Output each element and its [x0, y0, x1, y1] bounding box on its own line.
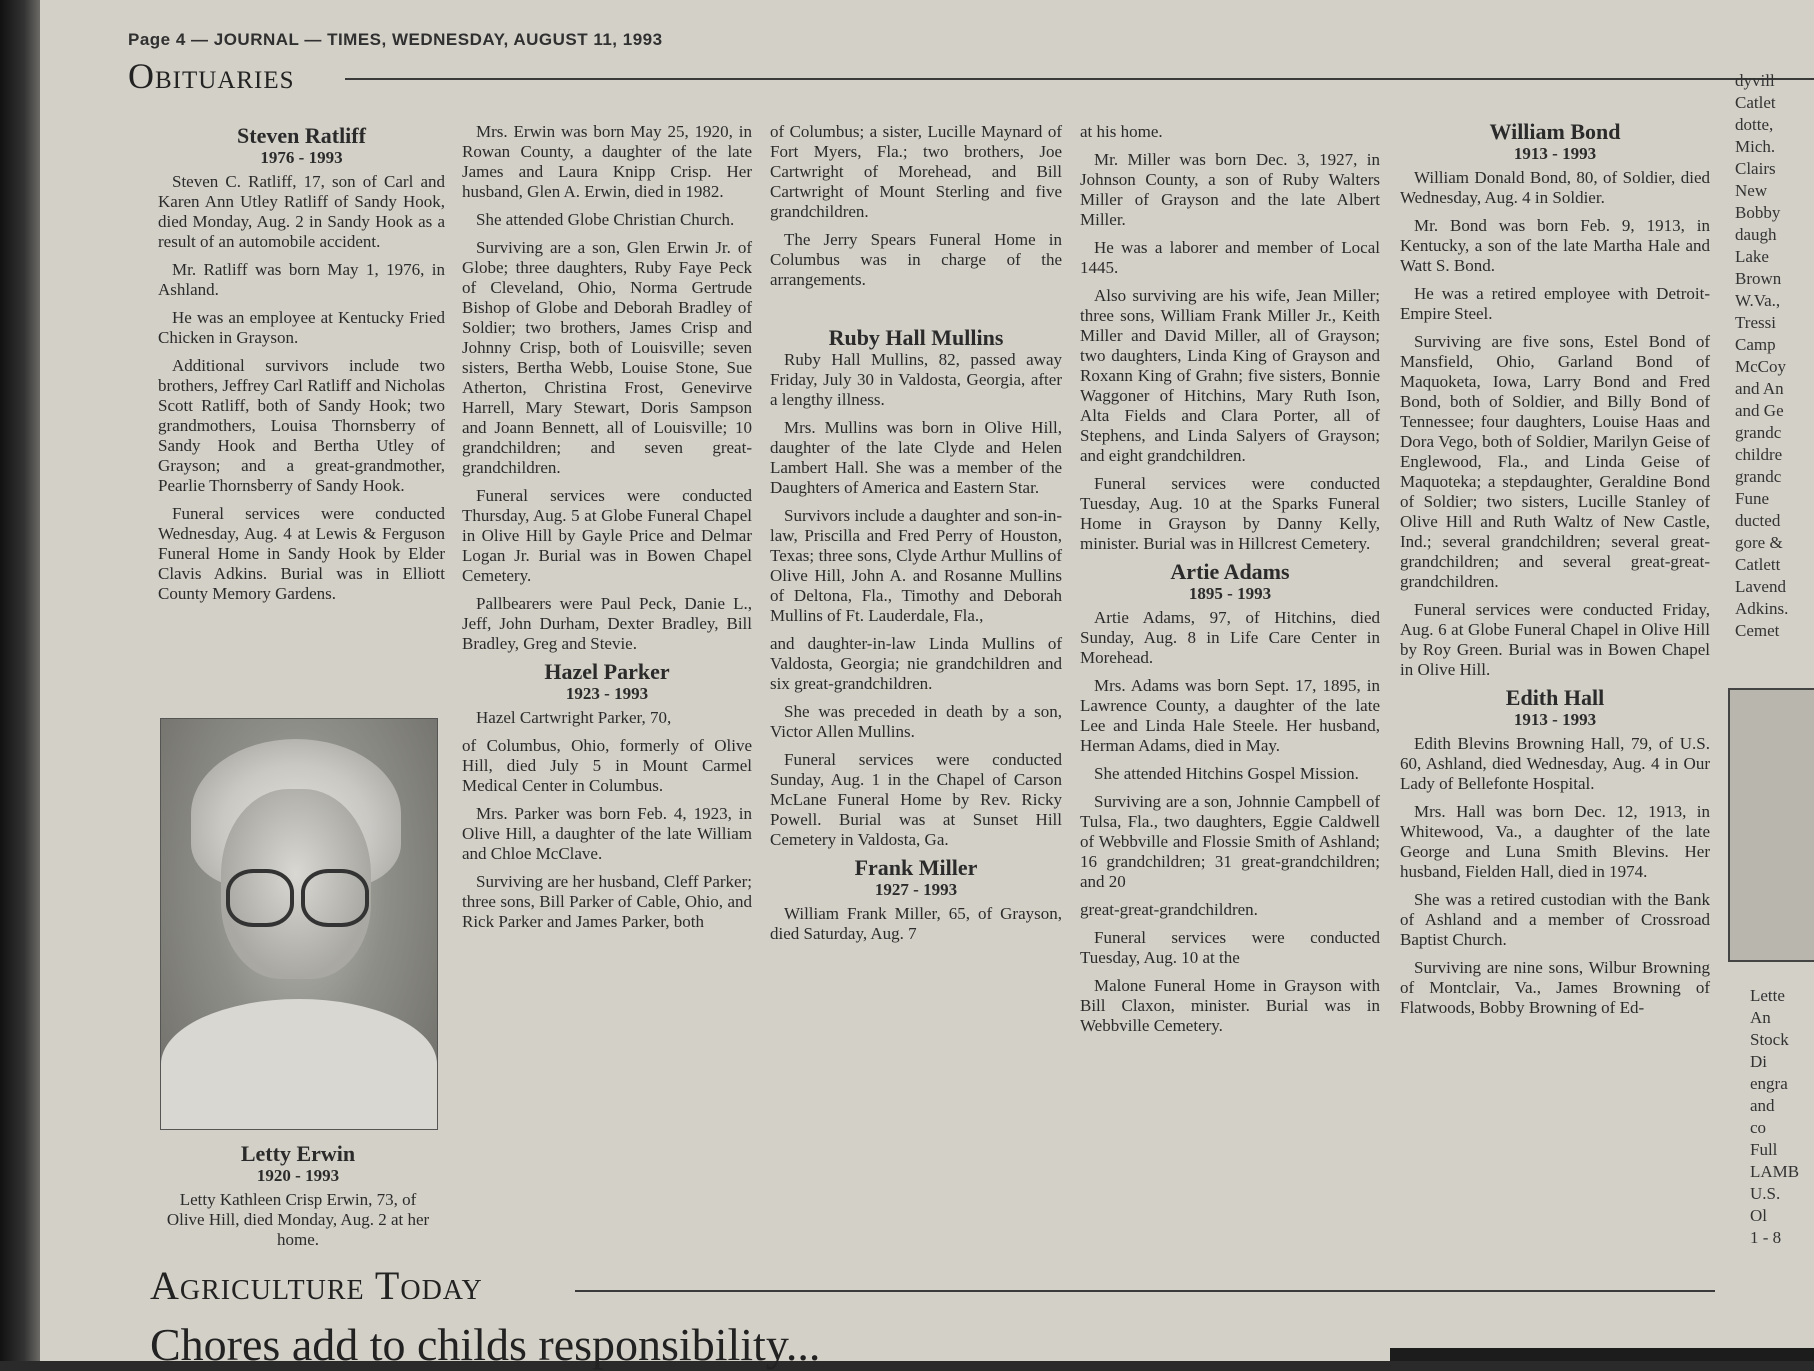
cut-line: dotte,: [1735, 115, 1774, 134]
paragraph: Funeral services were conducted Wednesday, Aug. 4 at Lewis & Ferguson Funeral Home in Sandy Hook by Elder Clavis Adkins. Burial was in Elliott County Memory Gardens.: [158, 504, 445, 603]
obituary-column-2: [462, 122, 752, 940]
obituary-name: Frank Miller: [854, 855, 978, 880]
paragraph: at his home.: [1080, 122, 1163, 141]
obituary-steven-ratliff: [158, 122, 445, 612]
paragraph: Funeral services were conducted Thursday, Aug. 5 at Globe Funeral Chapel in Olive Hill by Gayle Price and Delmar Logan Jr. Burial was in Bowen Chapel Cemetery.: [462, 486, 752, 585]
cut-off-ad: [1750, 985, 1814, 1249]
obituary-years: 1927 - 1993: [874, 880, 958, 899]
paragraph: Survivors include a daughter and son-in-law, Priscilla and Fred Perry of Houston, Texas; three sons, Clyde Arthur Mullins of Olive Hill, John A. and Rosanne Mullins of Deltona, Fla., Timothy and Deborah Mullins of Ft. Lauderdale, Fla.,: [770, 506, 1062, 625]
cut-line: childre: [1735, 445, 1783, 464]
paragraph: Surviving are her husband, Cleff Parker; three sons, Bill Parker of Cable, Ohio, and Rick Parker and James Parker, both: [462, 872, 752, 931]
obituary-name: Ruby Hall Mullins: [828, 325, 1004, 350]
paragraph: She attended Globe Christian Church.: [476, 210, 735, 229]
cut-line: Stock: [1750, 1030, 1789, 1049]
cut-line: and An: [1735, 379, 1784, 398]
paragraph: She was preceded in death by a son, Victor Allen Mullins.: [770, 702, 1062, 741]
paragraph: Artie Adams, 97, of Hitchins, died Sunday, Aug. 8 in Life Care Center in Morehead.: [1080, 608, 1380, 667]
cut-line: gore &: [1735, 533, 1783, 552]
cut-line: An: [1750, 1008, 1771, 1027]
obituary-name: Edith Hall: [1505, 685, 1605, 710]
cut-line: Catlett: [1735, 555, 1781, 574]
paragraph: Malone Funeral Home in Grayson with Bill Claxon, minister. Burial was in Webbville Cemetery.: [1080, 976, 1380, 1035]
photo-glasses-left: [226, 869, 294, 927]
page-folio: Page 4 — JOURNAL — TIMES, WEDNESDAY, AUGUST 11, 1993: [128, 30, 663, 49]
obituary-name: Hazel Parker: [544, 659, 670, 684]
footer-section-title: Agriculture Today: [150, 1263, 483, 1308]
paragraph: William Donald Bond, 80, of Soldier, died Wednesday, Aug. 4 in Soldier.: [1400, 168, 1710, 207]
footer-headline: Chores add to childs responsibility...: [150, 1319, 821, 1370]
cut-line: grandc: [1735, 423, 1782, 442]
cut-line: Lavend: [1735, 577, 1786, 596]
cut-line: U.S.: [1750, 1184, 1781, 1203]
section-title: Obituaries: [128, 56, 295, 96]
cut-line: Fune: [1735, 489, 1769, 508]
cut-line: Clairs: [1735, 159, 1776, 178]
cut-line: ducted: [1735, 511, 1781, 530]
paragraph: Steven C. Ratliff, 17, son of Carl and Karen Ann Utley Ratliff of Sandy Hook, died Monday, Aug. 2 in Sandy Hook as a result of an automobile accident.: [158, 172, 445, 251]
paragraph: Surviving are nine sons, Wilbur Browning of Montclair, Va., James Browning of Flatwoods, Bobby Browning of Ed-: [1400, 958, 1710, 1017]
paragraph: Mr. Ratliff was born May 1, 1976, in Ashland.: [158, 260, 445, 299]
paragraph: The Jerry Spears Funeral Home in Columbus was in charge of the arrangements.: [770, 230, 1062, 289]
cut-line: Bobby: [1735, 203, 1781, 222]
cut-line: grandc: [1735, 467, 1782, 486]
paragraph: William Frank Miller, 65, of Grayson, died Saturday, Aug. 7: [770, 904, 1062, 943]
cut-line: Di: [1750, 1052, 1767, 1071]
obituary-years: 1920 - 1993: [256, 1166, 340, 1185]
paragraph: She attended Hitchins Gospel Mission.: [1094, 764, 1359, 783]
paragraph: Funeral services were conducted Tuesday, Aug. 10 at the: [1080, 928, 1380, 967]
cut-line: and Ge: [1735, 401, 1784, 420]
paragraph: of Columbus, Ohio, formerly of Olive Hill, died July 5 in Mount Carmel Medical Center in Columbus.: [462, 736, 752, 795]
obituary-name: Letty Erwin: [240, 1141, 356, 1166]
obituary-years: 1923 - 1993: [565, 684, 649, 703]
cut-line: Camp: [1735, 335, 1776, 354]
cut-line: LAMB: [1750, 1162, 1800, 1181]
paragraph: Hazel Cartwright Parker, 70,: [476, 708, 672, 727]
obituary-years: 1913 - 1993: [1513, 144, 1597, 163]
cut-line: Lette: [1750, 986, 1785, 1005]
paragraph: He was a laborer and member of Local 1445.: [1080, 238, 1380, 277]
paragraph: Also surviving are his wife, Jean Miller; three sons, William Frank Miller Jr., Keith Miller and David Miller, all of Grayson; two daughters, Linda King of Grayson and Roxann King of Grahn; five sisters, Bonnie Waggoner of Hitchins, Mary Ruth Ison, Alta Fields and Clara Porter, all of Stephens, and Linda Salyers of Grayson; and eight grandchildren.: [1080, 286, 1380, 465]
cut-line: dyvill: [1735, 71, 1775, 90]
paragraph: She was a retired custodian with the Bank of Ashland and a member of Crossroad Baptist Church.: [1400, 890, 1710, 949]
obituary-name: Artie Adams: [1170, 559, 1290, 584]
paragraph: of Columbus; a sister, Lucille Maynard of Fort Myers, Fla.; two brothers, Joe Cartwright of Morehead, and Bill Cartwright of Mount Sterling and five grandchildren.: [770, 122, 1062, 221]
photo-glasses-right: [301, 869, 369, 927]
cut-line: Adkins.: [1735, 599, 1789, 618]
paragraph: Letty Kathleen Crisp Erwin, 73, of Olive Hill, died Monday, Aug. 2 at her home.: [166, 1190, 430, 1249]
obituary-years: 1976 - 1993: [260, 148, 343, 167]
obituary-column-3: [770, 122, 1062, 952]
cut-line: Brown: [1735, 269, 1782, 288]
bottom-ad-band: [1390, 1348, 1814, 1361]
obituary-years: 1913 - 1993: [1513, 710, 1597, 729]
paragraph: Surviving are a son, Glen Erwin Jr. of Globe; three daughters, Ruby Faye Peck of Cleveland, Ohio, Norma Gertrude Bishop of Globe and Deborah Bradley of Soldier; two brothers, James Crisp and Johnny Crisp, both of Louisville; seven sisters, Bertha Webb, Louise Stone, Sue Atherton, Christina Frost, Genevirve Harrell, Mary Stewart, Doris Sampson and Joann Bennett, all of Louisville; 10 grandchildren; and seven great-grandchildren.: [462, 238, 752, 477]
cut-line: Ol: [1750, 1206, 1767, 1225]
cut-line: Full: [1750, 1140, 1778, 1159]
paragraph: Surviving are five sons, Estel Bond of Mansfield, Ohio, Garland Bond of Maquoketa, Iowa, Larry Bond and Fred Bond, both of Soldier, and Billy Bond of Tennessee; four daughters, Louise Haas and Dora Vego, both of Soldier, Marilyn Geise of Englewood, Fla., and Linda Geise of Maquoteka; a stepdaughter, Geraldine Bond of Soldier; two sisters, Lucille Stanley of Olive Hill and Ruth Waltz of New Castle, Ind.; several grandchildren; several great-grandchildren; and several great-great-grandchildren.: [1400, 332, 1710, 591]
paragraph: Surviving are a son, Johnnie Campbell of Tulsa, Fla., two daughters, Eggie Caldwell of Webbville and Flossie Smith of Ashland; 16 grandchildren; 31 great-grandchildren; and 20: [1080, 792, 1380, 891]
page-edge-shadow: [0, 0, 40, 1361]
paragraph: Edith Blevins Browning Hall, 79, of U.S. 60, Ashland, died Wednesday, Aug. 4 in Our Lady of Bellefonte Hospital.: [1400, 734, 1710, 793]
obituary-column-5: [1400, 118, 1710, 1026]
cut-line: 1 - 8: [1750, 1228, 1782, 1247]
paragraph: Mrs. Adams was born Sept. 17, 1895, in Lawrence County, a daughter of the late Lee and Linda Hale Steele. Her husband, Herman Adams, died in May.: [1080, 676, 1380, 755]
cut-line: Catlet: [1735, 93, 1776, 112]
portrait-photo: [160, 718, 438, 1130]
cut-line: co: [1750, 1118, 1767, 1137]
obituary-letty-erwin: [160, 1140, 436, 1258]
photo-shoulders: [161, 999, 437, 1129]
cut-line: W.Va.,: [1735, 291, 1781, 310]
paragraph: Additional survivors include two brothers, Jeffrey Carl Ratliff and Nicholas Scott Ratliff, both of Sandy Hook; two grandmothers, Louisa Thornsberry of Sandy Hook and Bertha Utley of Grayson; and a great-grandmother, Pearlie Thornsberry of Sandy Hook.: [158, 356, 445, 495]
paragraph: great-great-grandchildren.: [1080, 900, 1258, 919]
paragraph: Mrs. Parker was born Feb. 4, 1923, in Olive Hill, a daughter of the late William and Chloe McClave.: [462, 804, 752, 863]
obituary-column-4: [1080, 122, 1380, 1044]
cut-off-photo: [1728, 688, 1814, 962]
paragraph: Mr. Miller was born Dec. 3, 1927, in Johnson County, a son of Ruby Walters Miller of Grayson and the late Albert Miller.: [1080, 150, 1380, 229]
cut-line: engra: [1750, 1074, 1788, 1093]
cut-line: Mich.: [1735, 137, 1776, 156]
cut-line: daugh: [1735, 225, 1777, 244]
obituary-name: Steven Ratliff: [237, 123, 366, 148]
paragraph: Ruby Hall Mullins, 82, passed away Friday, July 30 in Valdosta, Georgia, after a lengthy illness.: [770, 350, 1062, 409]
paragraph: Mrs. Mullins was born in Olive Hill, daughter of the late Clyde and Helen Lambert Hall. She was a member of the Daughters of America and Eastern Star.: [770, 418, 1062, 497]
cut-line: Tressi: [1735, 313, 1776, 332]
footer-rule: [575, 1290, 1715, 1292]
section-rule: [345, 78, 1814, 80]
obituary-name: William Bond: [1489, 119, 1621, 144]
paragraph: Funeral services were conducted Sunday, Aug. 1 in the Chapel of Carson McLane Funeral Home by Rev. Ricky Powell. Burial was at Sunset Hill Cemetery in Valdosta, Ga.: [770, 750, 1062, 849]
paragraph: Mr. Bond was born Feb. 9, 1913, in Kentucky, a son of the late Martha Hale and Watt S. Bond.: [1400, 216, 1710, 275]
cut-line: New: [1735, 181, 1768, 200]
cut-line: Lake: [1735, 247, 1769, 266]
paragraph: and daughter-in-law Linda Mullins of Valdosta, Georgia; nie grandchildren and six great-grandchildren.: [770, 634, 1062, 693]
paragraph: He was a retired employee with Detroit-Empire Steel.: [1400, 284, 1710, 323]
paragraph: Mrs. Erwin was born May 25, 1920, in Rowan County, a daughter of the late James and Laura Knipp Crisp. Her husband, Glen A. Erwin, died in 1982.: [462, 122, 752, 201]
obituary-years: 1895 - 1993: [1188, 584, 1272, 603]
paragraph: Funeral services were conducted Friday, Aug. 6 at Globe Funeral Chapel in Olive Hill by Roy Green. Burial was in Bowen Chapel in Olive Hill.: [1400, 600, 1710, 679]
cut-line: McCoy: [1735, 357, 1786, 376]
cut-line: and: [1750, 1096, 1775, 1115]
paragraph: Pallbearers were Paul Peck, Danie L., Jeff, John Durham, Dexter Bradley, Bill Bradley, Greg and Stevie.: [462, 594, 752, 653]
paragraph: Funeral services were conducted Tuesday, Aug. 10 at the Sparks Funeral Home in Grayson by Danny Kelly, minister. Burial was in Hillcrest Cemetery.: [1080, 474, 1380, 553]
cut-line: Cemet: [1735, 621, 1780, 640]
paragraph: Mrs. Hall was born Dec. 12, 1913, in Whitewood, Va., a daughter of the late George and Luna Smith Blevins. Her husband, Fielden Hall, died in 1974.: [1400, 802, 1710, 881]
cut-off-column: [1735, 70, 1814, 642]
paragraph: He was an employee at Kentucky Fried Chicken in Grayson.: [158, 308, 445, 347]
